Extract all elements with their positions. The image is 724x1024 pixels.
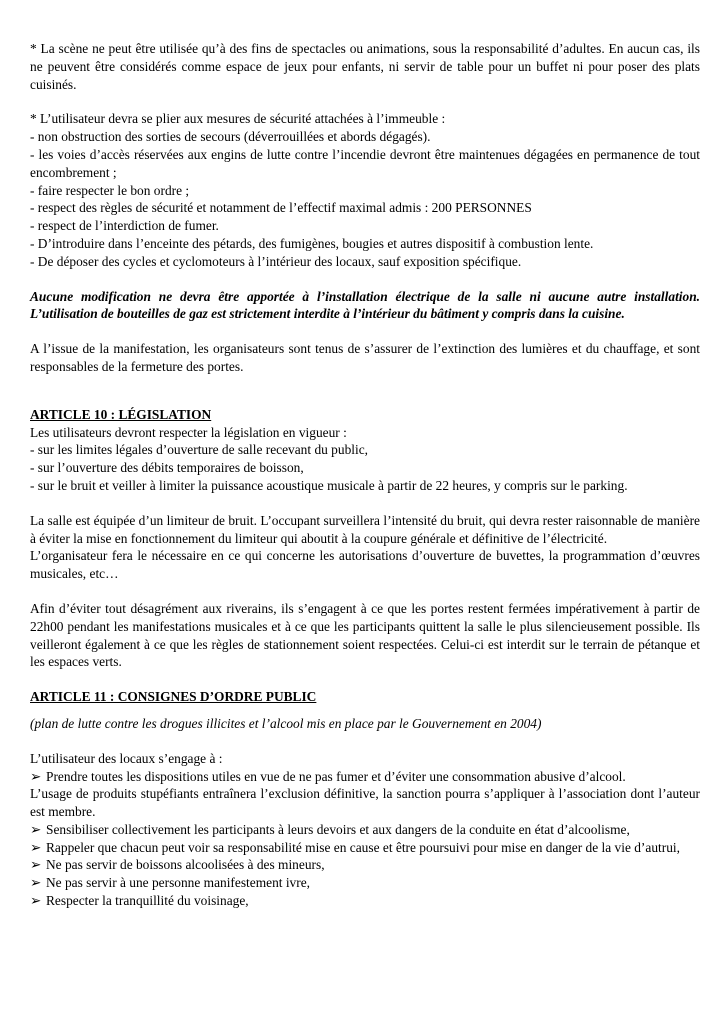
- arrow-bullet-icon: ➢: [30, 857, 42, 873]
- list-item-text: Ne pas servir à une personne manifestement ivre,: [46, 875, 310, 891]
- drugs-note: L’usage de produits stupéfiants entraînera l’exclusion définitive, la sanction pourra s’appliquer à l’association dont l’auteur est membre.: [30, 786, 700, 820]
- list-item-text: Ne pas servir de boissons alcoolisées à des mineurs,: [46, 857, 325, 873]
- list-item: [30, 821, 700, 839]
- list-item-text: Respecter la tranquillité du voisinage,: [46, 893, 249, 909]
- security-item: - respect de l’interdiction de fumer.: [30, 218, 219, 234]
- arrow-bullet-icon: ➢: [30, 875, 42, 891]
- noise-limiter-paragraph: La salle est équipée d’un limiteur de bruit. L’occupant surveillera l’intensité du bruit, qui devra rester raisonnable de manière à éviter la mise en fonctionnement du limiteur qui aboutit à la coupure générale et définitive de l’électricité.: [30, 512, 700, 546]
- article-11-heading: ARTICLE 11 : CONSIGNES D’ORDRE PUBLIC: [30, 689, 317, 705]
- arrow-bullet-icon: ➢: [30, 893, 42, 909]
- list-item-text: Sensibiliser collectivement les participants à leurs devoirs et aux dangers de la conduite en état d’alcoolisme,: [46, 821, 630, 837]
- closing-paragraph: A l’issue de la manifestation, les organisateurs sont tenus de s’assurer de l’extinction des lumières et du chauffage, et sont responsables de la fermeture des portes.: [30, 341, 700, 374]
- article-10-intro: Les utilisateurs devront respecter la législation en vigueur :: [30, 424, 347, 440]
- scene-paragraph: * La scène ne peut être utilisée qu’à des fins de spectacles ou animations, sous la responsabilité d’adultes. En aucun cas, ils ne peuvent être considérés comme espace de jeux pour enfants, ni servir de table pour un buffet ni pour poser des plats cuisinés.: [30, 41, 700, 92]
- list-item: [30, 874, 700, 892]
- list-item-text: Rappeler que chacun peut voir sa responsabilité mise en cause et être poursuivi pour mise en danger de la vie d’autrui,: [46, 839, 680, 855]
- arrow-bullet-icon: ➢: [30, 821, 42, 837]
- article-11-subtitle: (plan de lutte contre les drogues illicites et l’alcool mis en place par le Gouvernement en 2004): [30, 715, 542, 731]
- list-item: [30, 768, 700, 786]
- legislation-item: - sur les limites légales d’ouverture de salle recevant du public,: [30, 442, 368, 458]
- security-intro: * L’utilisateur devra se plier aux mesures de sécurité attachées à l’immeuble :: [30, 111, 446, 127]
- article-10-heading: ARTICLE 10 : LÉGISLATION: [30, 406, 212, 422]
- arrow-bullet-icon: ➢: [30, 768, 42, 784]
- organizer-paragraph: L’organisateur fera le nécessaire en ce qui concerne les autorisations d’ouverture de buvettes, la programmation d’œuvres musicales, etc…: [30, 548, 700, 582]
- security-item: - respect des règles de sécurité et notamment de l’effectif maximal admis : 200 PERSONNES: [30, 200, 532, 216]
- list-item-text: Prendre toutes les dispositions utiles en vue de ne pas fumer et d’éviter une consommation abusive d’alcool.: [46, 768, 626, 784]
- neighbors-paragraph: Afin d’éviter tout désagrément aux riverains, ils s’engagent à ce que les portes restent fermées impérativement à partir de 22h00 pendant les manifestations musicales et à ce que les participants quittent la salle le plus silencieusement possible. Ils veilleront également à ce que les règles de stationnement soient respectées. Celui-ci est interdit sur le terrain de pétanque et les espaces verts.: [30, 600, 700, 670]
- arrow-bullet-icon: ➢: [30, 839, 42, 855]
- security-item: - faire respecter le bon ordre ;: [30, 182, 190, 198]
- security-item: - les voies d’accès réservées aux engins de lutte contre l’incendie devront être maintenues dégagées en permanence de tout encombrement ;: [30, 146, 700, 180]
- legislation-item: - sur le bruit et veiller à limiter la puissance acoustique musicale à partir de 22 heures, y compris sur le parking.: [30, 477, 628, 493]
- list-item: [30, 892, 700, 910]
- security-item: - D’introduire dans l’enceinte des pétards, des fumigènes, bougies et autres dispositif à combustion lente.: [30, 235, 594, 251]
- legislation-item: - sur l’ouverture des débits temporaires de boisson,: [30, 460, 304, 476]
- list-item: [30, 856, 700, 874]
- list-item: [30, 839, 700, 857]
- article-11-intro: L’utilisateur des locaux s’engage à :: [30, 750, 223, 766]
- electrical-gas-warning: Aucune modification ne devra être apportée à l’installation électrique de la salle ni aucune autre installation. L’utilisation de bouteilles de gaz est strictement interdite à l’intérieur du bâtiment y compris dans la cuisine.: [30, 288, 700, 322]
- document-page: [30, 40, 700, 910]
- security-item: - non obstruction des sorties de secours (déverrouillées et abords dégagés).: [30, 129, 431, 145]
- security-item: - De déposer des cycles et cyclomoteurs à l’intérieur des locaux, sauf exposition spécifique.: [30, 253, 522, 269]
